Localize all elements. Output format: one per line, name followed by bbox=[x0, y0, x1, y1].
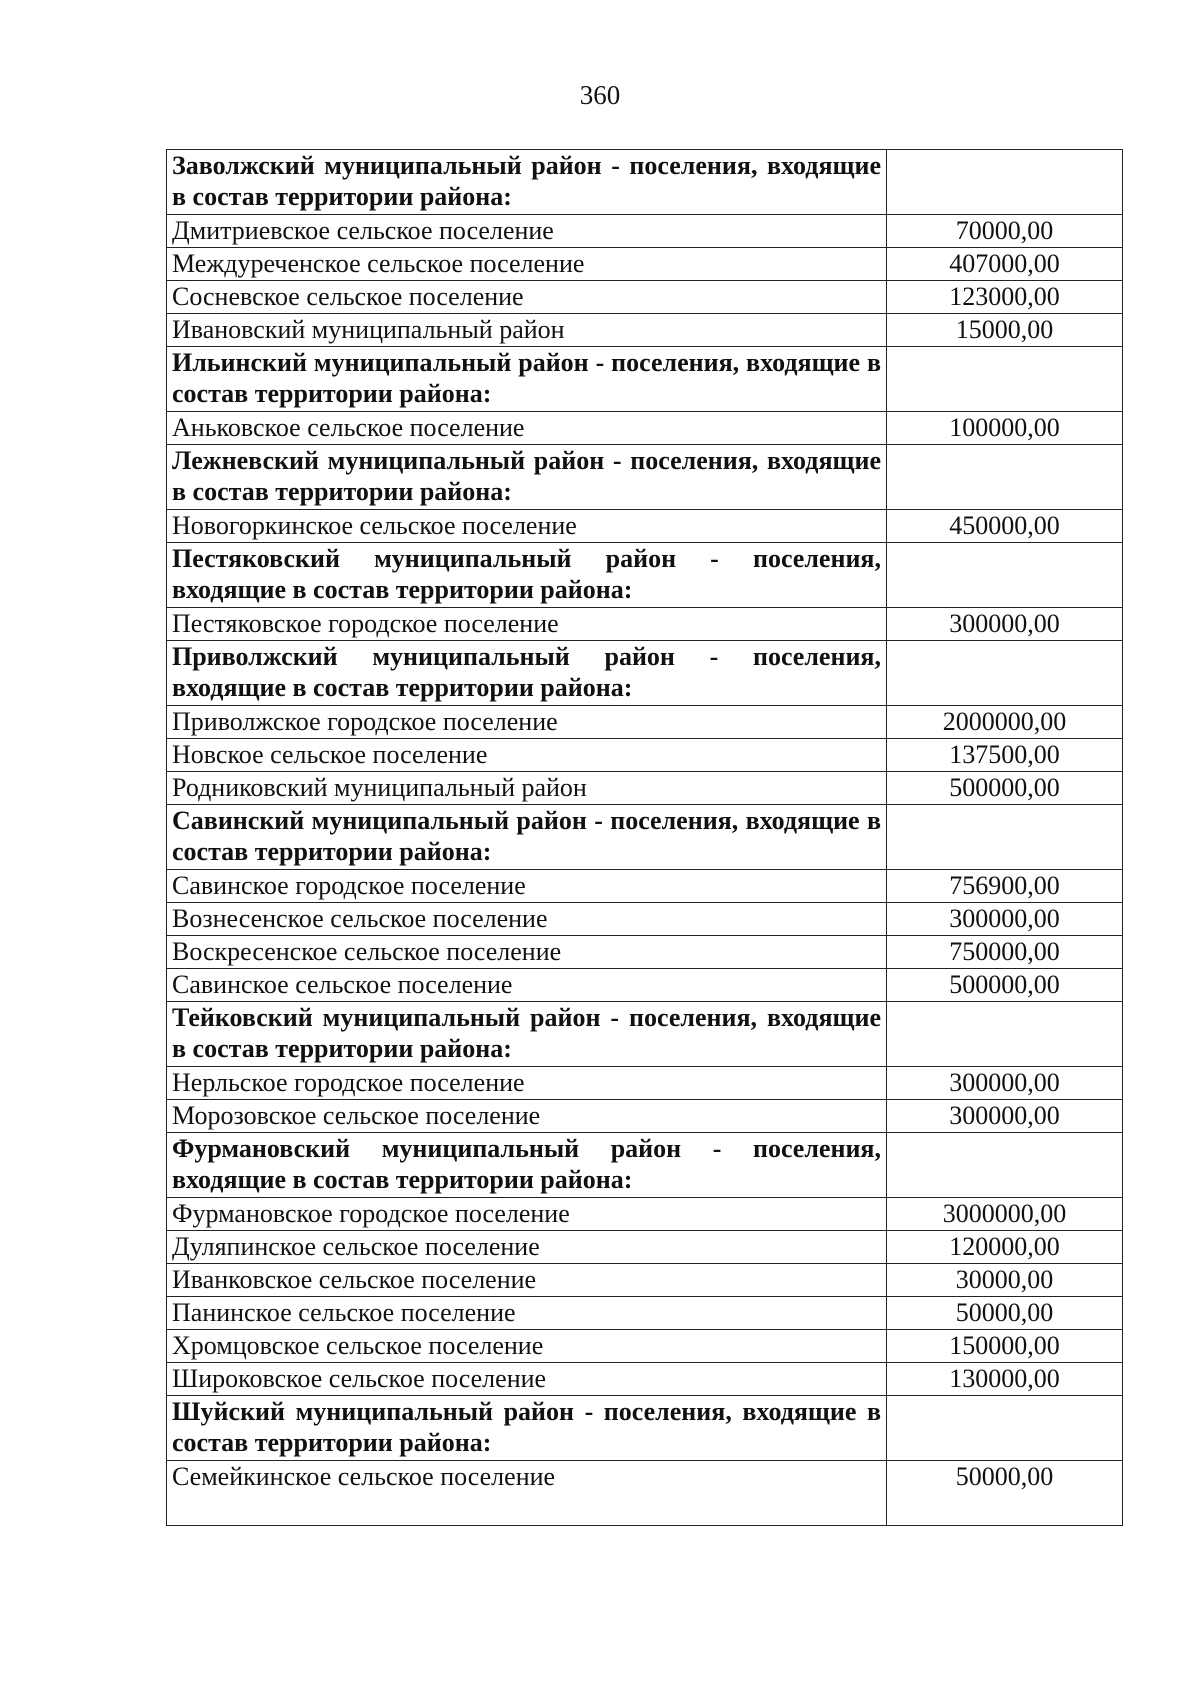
district-name-cell: Приволжский муниципальный район - поселения, входящие в состав территории района: bbox=[167, 641, 887, 706]
amount-cell bbox=[887, 445, 1123, 510]
district-name-cell: Фурмановский муниципальный район - поселения, входящие в состав территории района: bbox=[167, 1133, 887, 1198]
amount-cell: 120000,00 bbox=[887, 1231, 1123, 1264]
settlement-name-cell: Аньковское сельское поселение bbox=[167, 412, 887, 445]
amount-cell: 450000,00 bbox=[887, 510, 1123, 543]
settlement-name-cell: Морозовское сельское поселение bbox=[167, 1100, 887, 1133]
amount-cell: 300000,00 bbox=[887, 903, 1123, 936]
amount-cell bbox=[887, 150, 1123, 215]
settlement-name-cell: Хромцовское сельское поселение bbox=[167, 1330, 887, 1363]
district-header-row bbox=[167, 543, 1123, 608]
settlement-name-cell: Воскресенское сельское поселение bbox=[167, 936, 887, 969]
settlement-row bbox=[167, 1363, 1123, 1396]
settlement-name-cell: Дуляпинское сельское поселение bbox=[167, 1231, 887, 1264]
amount-cell: 130000,00 bbox=[887, 1363, 1123, 1396]
amount-cell bbox=[887, 347, 1123, 412]
district-header-row bbox=[167, 1396, 1123, 1461]
settlement-row bbox=[167, 870, 1123, 903]
settlement-row bbox=[167, 903, 1123, 936]
settlement-name-cell: Ивановский муниципальный район bbox=[167, 314, 887, 347]
amount-cell: 50000,00 bbox=[887, 1461, 1123, 1526]
settlement-name-cell: Савинское городское поселение bbox=[167, 870, 887, 903]
amount-cell: 3000000,00 bbox=[887, 1198, 1123, 1231]
amount-cell: 407000,00 bbox=[887, 248, 1123, 281]
amount-cell: 100000,00 bbox=[887, 412, 1123, 445]
amount-cell: 30000,00 bbox=[887, 1264, 1123, 1297]
settlement-row bbox=[167, 969, 1123, 1002]
settlement-row bbox=[167, 248, 1123, 281]
allocation-table bbox=[166, 149, 1123, 1526]
district-name-cell: Лежневский муниципальный район - поселения, входящие в состав территории района: bbox=[167, 445, 887, 510]
district-name-cell: Тейковский муниципальный район - поселения, входящие в состав территории района: bbox=[167, 1002, 887, 1067]
settlement-row bbox=[167, 314, 1123, 347]
amount-cell: 756900,00 bbox=[887, 870, 1123, 903]
amount-cell: 500000,00 bbox=[887, 969, 1123, 1002]
district-name-cell: Ильинский муниципальный район - поселения, входящие в состав территории района: bbox=[167, 347, 887, 412]
settlement-row bbox=[167, 739, 1123, 772]
amount-cell bbox=[887, 805, 1123, 870]
settlement-name-cell: Широковское сельское поселение bbox=[167, 1363, 887, 1396]
district-header-row bbox=[167, 641, 1123, 706]
amount-cell bbox=[887, 641, 1123, 706]
settlement-name-cell: Родниковский муниципальный район bbox=[167, 772, 887, 805]
settlement-name-cell: Панинское сельское поселение bbox=[167, 1297, 887, 1330]
district-header-row bbox=[167, 1002, 1123, 1067]
settlement-row bbox=[167, 1461, 1123, 1526]
settlement-name-cell: Новогоркинское сельское поселение bbox=[167, 510, 887, 543]
amount-cell: 500000,00 bbox=[887, 772, 1123, 805]
amount-cell: 300000,00 bbox=[887, 1067, 1123, 1100]
amount-cell bbox=[887, 1396, 1123, 1461]
settlement-row bbox=[167, 706, 1123, 739]
settlement-row bbox=[167, 1231, 1123, 1264]
settlement-row bbox=[167, 1067, 1123, 1100]
settlement-name-cell: Междуреченское сельское поселение bbox=[167, 248, 887, 281]
district-header-row bbox=[167, 150, 1123, 215]
settlement-name-cell: Пестяковское городское поселение bbox=[167, 608, 887, 641]
settlement-row bbox=[167, 510, 1123, 543]
settlement-name-cell: Вознесенское сельское поселение bbox=[167, 903, 887, 936]
amount-cell: 750000,00 bbox=[887, 936, 1123, 969]
amount-cell: 300000,00 bbox=[887, 1100, 1123, 1133]
district-name-cell: Заволжский муниципальный район - поселения, входящие в состав территории района: bbox=[167, 150, 887, 215]
district-header-row bbox=[167, 445, 1123, 510]
settlement-name-cell: Иванковское сельское поселение bbox=[167, 1264, 887, 1297]
amount-cell bbox=[887, 1133, 1123, 1198]
district-header-row bbox=[167, 347, 1123, 412]
settlement-name-cell: Савинское сельское поселение bbox=[167, 969, 887, 1002]
amount-cell: 15000,00 bbox=[887, 314, 1123, 347]
settlement-row bbox=[167, 1264, 1123, 1297]
settlement-row bbox=[167, 772, 1123, 805]
district-header-row bbox=[167, 1133, 1123, 1198]
page-number: 360 bbox=[579, 80, 621, 110]
settlement-name-cell: Приволжское городское поселение bbox=[167, 706, 887, 739]
settlement-name-cell: Семейкинское сельское поселение bbox=[167, 1461, 887, 1526]
settlement-row bbox=[167, 281, 1123, 314]
settlement-row bbox=[167, 1330, 1123, 1363]
settlement-row bbox=[167, 608, 1123, 641]
amount-cell bbox=[887, 1002, 1123, 1067]
settlement-row bbox=[167, 1297, 1123, 1330]
settlement-row bbox=[167, 412, 1123, 445]
settlement-row bbox=[167, 1100, 1123, 1133]
amount-cell: 2000000,00 bbox=[887, 706, 1123, 739]
district-name-cell: Пестяковский муниципальный район - поселения, входящие в состав территории района: bbox=[167, 543, 887, 608]
amount-cell: 123000,00 bbox=[887, 281, 1123, 314]
amount-cell: 300000,00 bbox=[887, 608, 1123, 641]
settlement-name-cell: Нерльское городское поселение bbox=[167, 1067, 887, 1100]
settlement-name-cell: Новское сельское поселение bbox=[167, 739, 887, 772]
settlement-name-cell: Сосневское сельское поселение bbox=[167, 281, 887, 314]
amount-cell: 70000,00 bbox=[887, 215, 1123, 248]
settlement-row bbox=[167, 936, 1123, 969]
amount-cell: 50000,00 bbox=[887, 1297, 1123, 1330]
amount-cell: 150000,00 bbox=[887, 1330, 1123, 1363]
table-body bbox=[167, 150, 1123, 1526]
district-name-cell: Савинский муниципальный район - поселения, входящие в состав территории района: bbox=[167, 805, 887, 870]
settlement-row bbox=[167, 1198, 1123, 1231]
amount-cell: 137500,00 bbox=[887, 739, 1123, 772]
amount-cell bbox=[887, 543, 1123, 608]
district-name-cell: Шуйский муниципальный район - поселения, входящие в состав территории района: bbox=[167, 1396, 887, 1461]
settlement-name-cell: Фурмановское городское поселение bbox=[167, 1198, 887, 1231]
district-header-row bbox=[167, 805, 1123, 870]
settlement-name-cell: Дмитриевское сельское поселение bbox=[167, 215, 887, 248]
settlement-row bbox=[167, 215, 1123, 248]
